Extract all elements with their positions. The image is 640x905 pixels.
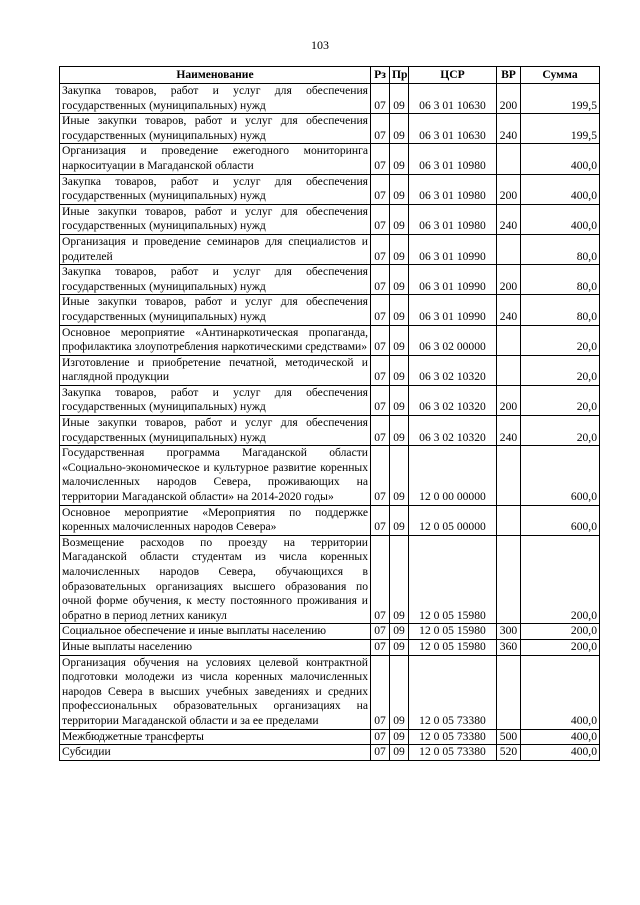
table-row — [60, 624, 600, 640]
table-row — [60, 505, 600, 535]
table-row — [60, 325, 600, 355]
cell-csr: 06 3 01 10980 — [409, 144, 497, 174]
cell-pr: 09 — [390, 295, 409, 325]
page-number: 103 — [311, 38, 329, 52]
cell-name: Организация и проведение ежегодного мониторинга наркоситуации в Магаданской области — [60, 144, 371, 174]
cell-vr — [497, 446, 521, 505]
cell-rz: 07 — [371, 624, 390, 640]
cell-rz: 07 — [371, 295, 390, 325]
cell-rz: 07 — [371, 204, 390, 234]
cell-name: Иные закупки товаров, работ и услуг для обеспечения государственных (муниципальных) нужд — [60, 416, 371, 446]
cell-sum: 600,0 — [521, 505, 600, 535]
cell-csr: 12 0 05 15980 — [409, 624, 497, 640]
table-row — [60, 535, 600, 624]
header-pr: Пр — [390, 67, 409, 84]
cell-name: Организация и проведение семинаров для специалистов и родителей — [60, 234, 371, 264]
cell-vr: 240 — [497, 295, 521, 325]
cell-name: Иные закупки товаров, работ и услуг для обеспечения государственных (муниципальных) нужд — [60, 295, 371, 325]
table-row — [60, 745, 600, 761]
cell-pr: 09 — [390, 114, 409, 144]
cell-csr: 06 3 01 10990 — [409, 295, 497, 325]
cell-sum: 80,0 — [521, 234, 600, 264]
table-row — [60, 234, 600, 264]
table-body — [60, 84, 600, 761]
cell-sum: 400,0 — [521, 729, 600, 745]
cell-csr: 06 3 01 10630 — [409, 114, 497, 144]
cell-rz: 07 — [371, 745, 390, 761]
header-name: Наименование — [60, 67, 371, 84]
cell-rz: 07 — [371, 265, 390, 295]
cell-rz: 07 — [371, 446, 390, 505]
cell-pr: 09 — [390, 174, 409, 204]
cell-vr: 240 — [497, 114, 521, 144]
cell-pr: 09 — [390, 265, 409, 295]
cell-vr: 520 — [497, 745, 521, 761]
cell-vr: 500 — [497, 729, 521, 745]
cell-sum: 80,0 — [521, 295, 600, 325]
cell-sum: 20,0 — [521, 385, 600, 415]
cell-sum: 80,0 — [521, 265, 600, 295]
cell-vr — [497, 505, 521, 535]
cell-rz: 07 — [371, 505, 390, 535]
cell-sum: 400,0 — [521, 745, 600, 761]
table-row — [60, 385, 600, 415]
table-row — [60, 84, 600, 114]
cell-sum: 200,0 — [521, 639, 600, 655]
cell-csr: 06 3 02 10320 — [409, 416, 497, 446]
cell-sum: 400,0 — [521, 204, 600, 234]
cell-csr: 06 3 02 10320 — [409, 385, 497, 415]
cell-vr — [497, 355, 521, 385]
cell-pr: 09 — [390, 745, 409, 761]
cell-rz: 07 — [371, 385, 390, 415]
table-row — [60, 114, 600, 144]
cell-pr: 09 — [390, 624, 409, 640]
cell-name: Государственная программа Магаданской области «Социально-экономическое и культурное развитие коренных малочисленных народов Севера, проживающих на территории Магаданской области» на 2014-2020 годы» — [60, 446, 371, 505]
cell-csr: 06 3 01 10980 — [409, 204, 497, 234]
cell-vr — [497, 144, 521, 174]
cell-vr — [497, 325, 521, 355]
header-csr: ЦСР — [409, 67, 497, 84]
cell-csr: 06 3 02 10320 — [409, 355, 497, 385]
cell-vr: 200 — [497, 174, 521, 204]
cell-csr: 06 3 01 10980 — [409, 174, 497, 204]
cell-name: Иные закупки товаров, работ и услуг для обеспечения государственных (муниципальных) нужд — [60, 204, 371, 234]
table-row — [60, 204, 600, 234]
cell-pr: 09 — [390, 144, 409, 174]
cell-name: Организация обучения на условиях целевой контрактной подготовки молодежи из числа коренных малочисленных народов Севера в высших учебных заведениях и средних профессиональных образовательных организациях на территории Магаданской области и за ее пределами — [60, 655, 371, 729]
cell-pr: 09 — [390, 204, 409, 234]
cell-name: Основное мероприятие «Мероприятия по поддержке коренных малочисленных народов Севера» — [60, 505, 371, 535]
cell-sum: 400,0 — [521, 174, 600, 204]
cell-rz: 07 — [371, 729, 390, 745]
cell-name: Иные выплаты населению — [60, 639, 371, 655]
cell-vr: 200 — [497, 84, 521, 114]
table-row — [60, 265, 600, 295]
cell-csr: 12 0 05 15980 — [409, 639, 497, 655]
cell-csr: 06 3 01 10990 — [409, 234, 497, 264]
table-row — [60, 729, 600, 745]
cell-name: Возмещение расходов по проезду на территории Магаданской области студентам из числа коренных малочисленных народов Севера, обучающихся в образовательных организациях высшего образования по очной форме обучения, к месту постоянного проживания и обратно в период летних каникул — [60, 535, 371, 624]
cell-csr: 06 3 01 10990 — [409, 265, 497, 295]
cell-name: Изготовление и приобретение печатной, методической и наглядной продукции — [60, 355, 371, 385]
table-row — [60, 295, 600, 325]
cell-vr: 200 — [497, 385, 521, 415]
cell-sum: 20,0 — [521, 416, 600, 446]
cell-pr: 09 — [390, 355, 409, 385]
cell-vr — [497, 655, 521, 729]
cell-csr: 12 0 05 73380 — [409, 745, 497, 761]
cell-pr: 09 — [390, 729, 409, 745]
cell-csr: 12 0 05 73380 — [409, 655, 497, 729]
cell-name: Закупка товаров, работ и услуг для обеспечения государственных (муниципальных) нужд — [60, 174, 371, 204]
cell-rz: 07 — [371, 325, 390, 355]
cell-sum: 200,0 — [521, 535, 600, 624]
table-row — [60, 639, 600, 655]
cell-sum: 20,0 — [521, 325, 600, 355]
header-vr: ВР — [497, 67, 521, 84]
cell-vr: 300 — [497, 624, 521, 640]
cell-pr: 09 — [390, 416, 409, 446]
cell-rz: 07 — [371, 416, 390, 446]
cell-rz: 07 — [371, 144, 390, 174]
cell-pr: 09 — [390, 385, 409, 415]
table-row — [60, 655, 600, 729]
cell-rz: 07 — [371, 639, 390, 655]
cell-name: Иные закупки товаров, работ и услуг для обеспечения государственных (муниципальных) нужд — [60, 114, 371, 144]
cell-vr: 240 — [497, 204, 521, 234]
cell-name: Субсидии — [60, 745, 371, 761]
header-sum: Сумма — [521, 67, 600, 84]
cell-sum: 199,5 — [521, 84, 600, 114]
cell-pr: 09 — [390, 234, 409, 264]
cell-sum: 400,0 — [521, 655, 600, 729]
cell-vr: 360 — [497, 639, 521, 655]
cell-rz: 07 — [371, 655, 390, 729]
table-row — [60, 416, 600, 446]
cell-sum: 200,0 — [521, 624, 600, 640]
cell-csr: 12 0 00 00000 — [409, 446, 497, 505]
cell-rz: 07 — [371, 84, 390, 114]
cell-pr: 09 — [390, 446, 409, 505]
cell-vr: 240 — [497, 416, 521, 446]
cell-csr: 06 3 01 10630 — [409, 84, 497, 114]
cell-pr: 09 — [390, 84, 409, 114]
cell-rz: 07 — [371, 535, 390, 624]
cell-name: Основное мероприятие «Антинаркотическая пропаганда, профилактика злоупотребления наркотическими средствами» — [60, 325, 371, 355]
cell-sum: 199,5 — [521, 114, 600, 144]
cell-csr: 12 0 05 73380 — [409, 729, 497, 745]
cell-rz: 07 — [371, 114, 390, 144]
cell-csr: 12 0 05 00000 — [409, 505, 497, 535]
table-row — [60, 174, 600, 204]
cell-pr: 09 — [390, 535, 409, 624]
cell-name: Закупка товаров, работ и услуг для обеспечения государственных (муниципальных) нужд — [60, 84, 371, 114]
cell-pr: 09 — [390, 655, 409, 729]
cell-name: Закупка товаров, работ и услуг для обеспечения государственных (муниципальных) нужд — [60, 385, 371, 415]
table-row — [60, 446, 600, 505]
cell-pr: 09 — [390, 325, 409, 355]
cell-vr — [497, 535, 521, 624]
table-header-row — [60, 67, 600, 84]
cell-name: Социальное обеспечение и иные выплаты населению — [60, 624, 371, 640]
header-rz: Рз — [371, 67, 390, 84]
cell-rz: 07 — [371, 355, 390, 385]
table-row — [60, 144, 600, 174]
table-row — [60, 355, 600, 385]
cell-csr: 12 0 05 15980 — [409, 535, 497, 624]
cell-pr: 09 — [390, 505, 409, 535]
budget-table — [59, 66, 600, 761]
cell-name: Закупка товаров, работ и услуг для обеспечения государственных (муниципальных) нужд — [60, 265, 371, 295]
cell-sum: 600,0 — [521, 446, 600, 505]
cell-rz: 07 — [371, 174, 390, 204]
cell-vr: 200 — [497, 265, 521, 295]
cell-rz: 07 — [371, 234, 390, 264]
cell-csr: 06 3 02 00000 — [409, 325, 497, 355]
cell-sum: 20,0 — [521, 355, 600, 385]
cell-pr: 09 — [390, 639, 409, 655]
cell-name: Межбюджетные трансферты — [60, 729, 371, 745]
cell-vr — [497, 234, 521, 264]
cell-sum: 400,0 — [521, 144, 600, 174]
